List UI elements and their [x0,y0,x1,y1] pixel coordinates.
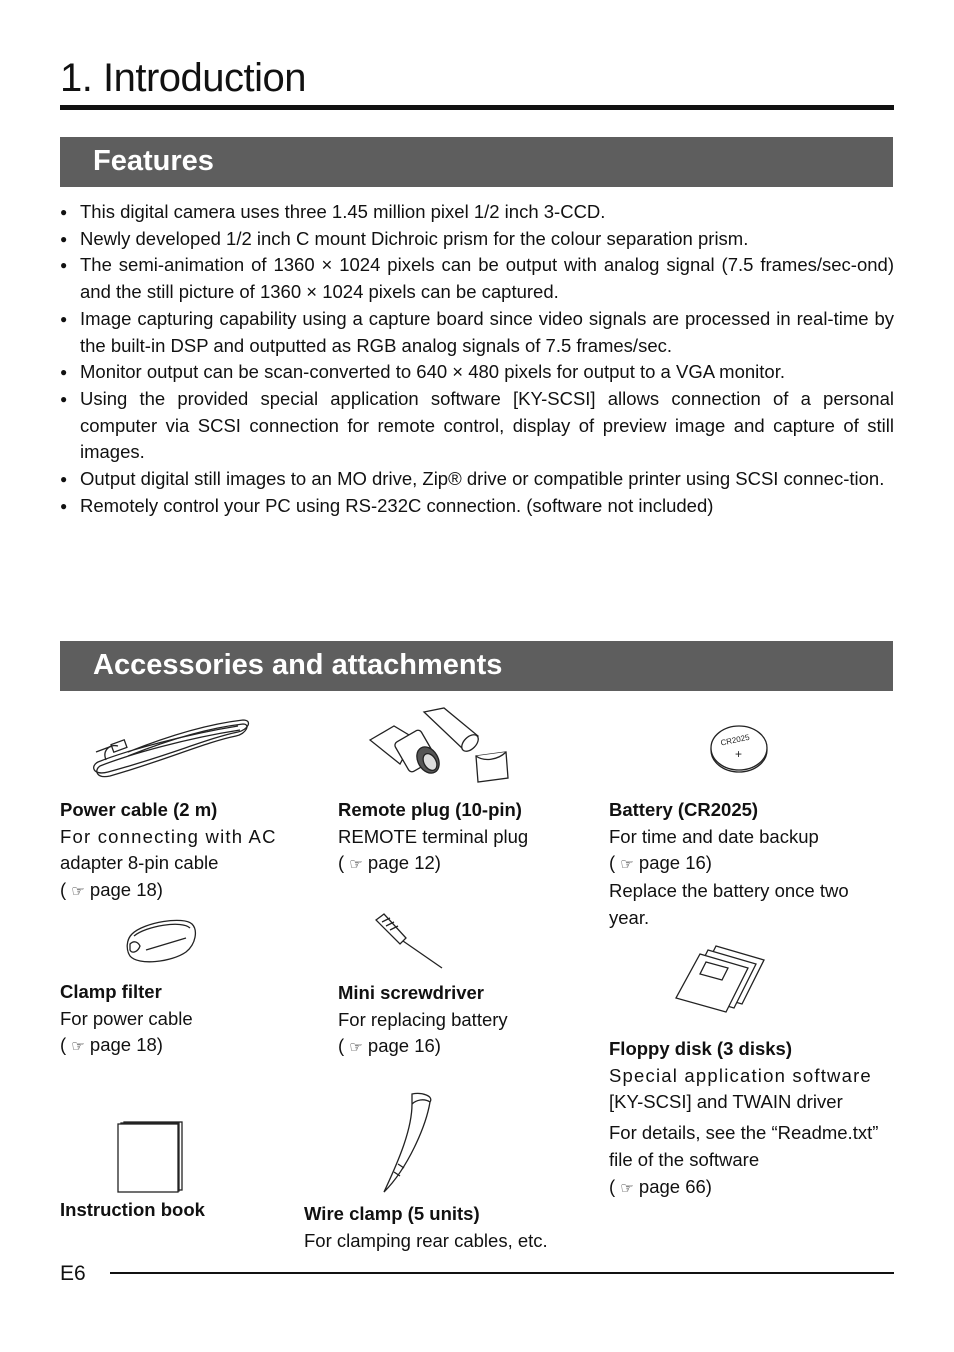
accessory-ref: ( ☞ page 16) [609,852,712,874]
accessory-name: Clamp filter [60,981,162,1002]
feature-item: ● Remotely control your PC using RS-232C connection. (software not included) [60,493,894,520]
pointing-hand-icon: ☞ [620,855,634,874]
accessory-desc: For time and date backup [609,825,819,847]
page-ref: page 16) [638,852,712,874]
battery-label: CR2025 [719,732,751,748]
clamp-filter-illustration [124,914,200,966]
accessory-clamp-filter [60,979,193,1060]
page-ref: page 16) [367,1035,441,1057]
feature-item: ● Output digital still images to an MO drive, Zip® drive or compatible printer using SCSI connec-tion. [60,466,894,493]
page-title: 1. Introduction [60,56,306,100]
accessory-ref: ( ☞ page 66) [609,1175,712,1197]
accessory-name: Floppy disk (3 disks) [609,1038,792,1059]
accessory-desc: For power cable [60,1007,193,1029]
features-header-bar [60,137,893,187]
accessory-name: Remote plug (10-pin) [338,799,522,820]
accessory-ref: ( ☞ page 16) [338,1035,441,1057]
accessory-ref: ( ☞ page 18) [60,1034,163,1056]
accessory-name: Battery (CR2025) [609,799,759,820]
feature-item: ● Image capturing capability using a capture board since video signals are processed in real-time by the built-in DSP and outputted as RGB analog signals of 7.5 frames/sec. [60,306,894,359]
accessory-desc: For connecting with AC [60,825,277,847]
page-ref: page 18) [89,879,163,901]
page-number: E6 [60,1262,86,1285]
remote-plug-illustration [366,704,516,784]
accessory-battery [609,797,849,932]
accessory-desc: Special application software [609,1064,872,1086]
accessory-desc: For details, see the “Readme.txt” [609,1122,879,1144]
accessory-ref: ( ☞ page 12) [338,852,441,874]
feature-item: ● Using the provided special application software [KY-SCSI] allows connection of a personal computer via SCSI connection for remote control, display of preview image and capture of still images. [60,386,894,466]
accessory-remote-plug [338,797,528,878]
accessory-mini-screwdriver [338,980,508,1061]
features-heading: Features [93,145,214,177]
accessory-name: Wire clamp (5 units) [304,1203,480,1224]
wire-clamp-illustration [378,1090,438,1196]
instruction-book-illustration [116,1120,186,1194]
pointing-hand-icon: ☞ [620,1178,634,1197]
pointing-hand-icon: ☞ [349,855,363,874]
accessory-power-cable [60,797,277,905]
pointing-hand-icon: ☞ [71,882,85,901]
accessory-desc: For replacing battery [338,1008,508,1030]
feature-item: ● This digital camera uses three 1.45 million pixel 1/2 inch 3-CCD. [60,199,894,226]
accessories-heading: Accessories and attachments [93,649,503,681]
accessory-desc: adapter 8-pin cable [60,852,219,874]
page-ref: page 18) [89,1034,163,1056]
battery-illustration [708,724,770,774]
page-ref: page 12) [367,852,441,874]
accessory-name: Instruction book [60,1199,205,1220]
accessories-header-bar [60,641,893,691]
footer-rule [110,1272,894,1274]
pointing-hand-icon: ☞ [349,1038,363,1057]
floppy-disk-illustration [672,944,768,1014]
power-cable-illustration [88,716,254,780]
accessory-desc: Replace the battery once two [609,880,849,902]
battery-sign: + [735,747,743,761]
accessory-floppy-disk [609,1036,878,1201]
mini-screwdriver-illustration [372,910,448,972]
accessory-desc: year. [609,906,650,928]
accessory-name: Power cable (2 m) [60,799,218,820]
feature-item: ● Newly developed 1/2 inch C mount Dichroic prism for the colour separation prism. [60,226,894,253]
accessory-ref: ( ☞ page 18) [60,879,163,901]
pointing-hand-icon: ☞ [71,1037,85,1056]
feature-item: ● Monitor output can be scan-converted to 640 × 480 pixels for output to a VGA monitor. [60,359,894,386]
accessory-desc: REMOTE terminal plug [338,825,529,847]
title-rule [60,105,894,110]
accessory-desc: For clamping rear cables, etc. [304,1229,548,1251]
feature-item: ● The semi-animation of 1360 × 1024 pixels can be output with analog signal (7.5 frames/sec-ond) and the still picture of 1360 × 1024 pixels can be captured. [60,252,894,305]
features-list [60,199,894,519]
page-ref: page 66) [638,1175,712,1197]
accessory-desc: file of the software [609,1148,760,1170]
accessory-instruction-book [60,1197,205,1224]
accessory-name: Mini screwdriver [338,982,485,1003]
accessory-desc: [KY-SCSI] and TWAIN driver [609,1091,843,1113]
accessory-wire-clamp [304,1201,548,1254]
